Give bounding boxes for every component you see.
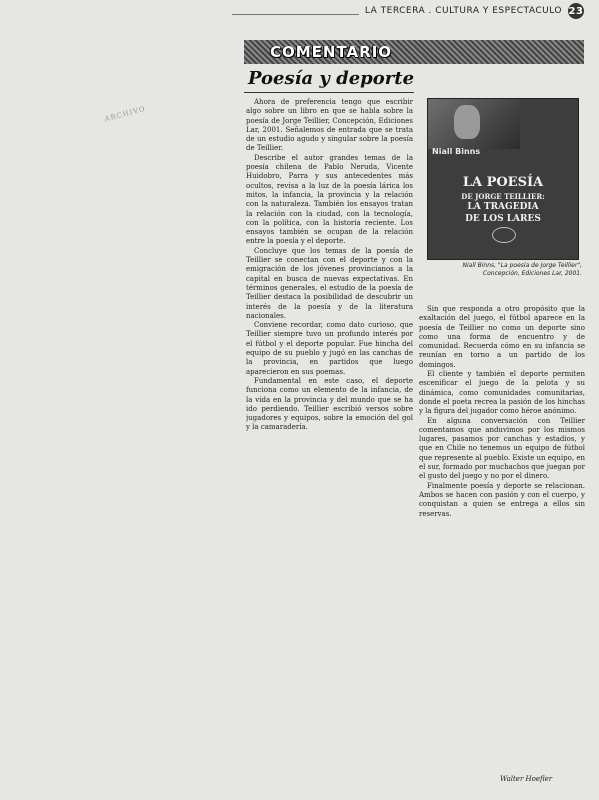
caption-line: Niall Binns, "La poesía de Jorge Teillier", <box>462 262 582 269</box>
article-paragraph: Finalmente poesía y deporte se relacionan. Ambos se hacen con pasión y con el cuerpo, y conquistan a quien se entrega a ellos sin reservas. <box>419 481 585 518</box>
article-column-2 <box>419 305 585 775</box>
book-title-line: LA TRAGEDIA <box>467 202 539 212</box>
book-cover <box>427 98 579 260</box>
article-paragraph: Sin que responda a otro propósito que la exaltación del juego, el fútbol aparece en la poesía de Teillier no como un deporte sino como una forma de encuentro y de comunidad. Recuerda cómo en su infancia se reunían en torno a un partido de los domingos. <box>419 305 585 369</box>
book-author: Niall Binns <box>432 147 481 156</box>
title-rule <box>244 92 414 93</box>
caption-line: Concepción, Ediciones Lar, 2001. <box>482 270 582 277</box>
portrait-icon <box>454 105 480 139</box>
article-paragraph: En alguna conversación con Teillier comentamos que anduvimos por los mismos lugares, pasamos por canchas y estadios, y que en Chile no tenemos un equipo de fútbol que represente al pueblo. Existe un equipo, en el sur, formado por muchachos que juegan por el gusto del juego y no por el dinero. <box>419 416 585 481</box>
article-paragraph: El cliente y también el deporte permiten escenificar el juego de la pelota y su dinámica, como comunidades comunitarias, donde el poeta recrea la pasión de los hinchas y la figura del jugador como héroe anónimo. <box>419 370 585 416</box>
article-paragraph: Ahora de preferencia tengo que escribir algo sobre un libro en que se habla sobre la poesía de Jorge Teillier, Concepción, Ediciones Lar, 2001. Señalemos de entrada que se trata de un estudio agudo y singular sobre la poesía de Teillier. <box>246 98 413 153</box>
article-paragraph: Describe el autor grandes temas de la poesía chilena de Pablo Neruda, Vicente Huidobro, Parra y sus antecedentes más ocultos, revisa a la luz de la poesía lárica los mitos, la infancia, la provincia y la relación con la naturaleza. También los ensayos tratan la relación con la ciudad, con la tecnología, con la política, con la historia reciente. Los ensayos también se ocupan de la relación entre la poesía y el deporte. <box>246 153 413 246</box>
book-title-line: LA POESÍA <box>462 175 544 190</box>
article-author: Walter Hoefler <box>500 775 553 783</box>
header-text: LA TERCERA . CULTURA Y ESPECTACULO <box>364 6 562 16</box>
author-photo <box>428 99 520 149</box>
article-column-1 <box>246 98 413 788</box>
book-title-line: DE JORGE TEILLIER: <box>461 192 545 201</box>
book-caption <box>427 262 582 278</box>
header-rule <box>232 14 359 15</box>
book-title-line: DE LOS LARES <box>465 214 541 224</box>
page-number: 23 <box>568 3 584 19</box>
article-paragraph: Conviene recordar, como dato curioso, que Teillier siempre tuvo un profundo interés por el fútbol y el deporte popular. Fue hincha del equipo de su pueblo y jugó en las canchas de la provincia, en partidos que luego aparecieron en sus poemas. <box>246 321 413 376</box>
section-banner <box>244 40 584 64</box>
archive-stamp: ARCHIVO <box>103 104 147 124</box>
section-label: COMENTARIO <box>270 43 393 61</box>
page-header <box>232 0 584 22</box>
article-title: Poesía y deporte <box>248 68 415 89</box>
article-paragraph: Concluye que los temas de la poesía de Teillier se conectan con el deporte y con la emigración de los jóvenes provincianos a la capital en busca de nuevas expectativas. En términos generales, el estudio de la poesía de Teillier destaca la posibilidad de descubrir un interés de la poesía y de la literatura nacionales. <box>246 246 413 320</box>
article-paragraph: Fundamental en este caso, el deporte funciona como un elemento de la infancia, de la vida en la provincia y del mundo que se ha ido perdiendo. Teillier escribió versos sobre jugadores y equipos, sobre la emoción del gol y la camaradería. <box>246 376 413 432</box>
publisher-logo-icon <box>492 227 516 243</box>
